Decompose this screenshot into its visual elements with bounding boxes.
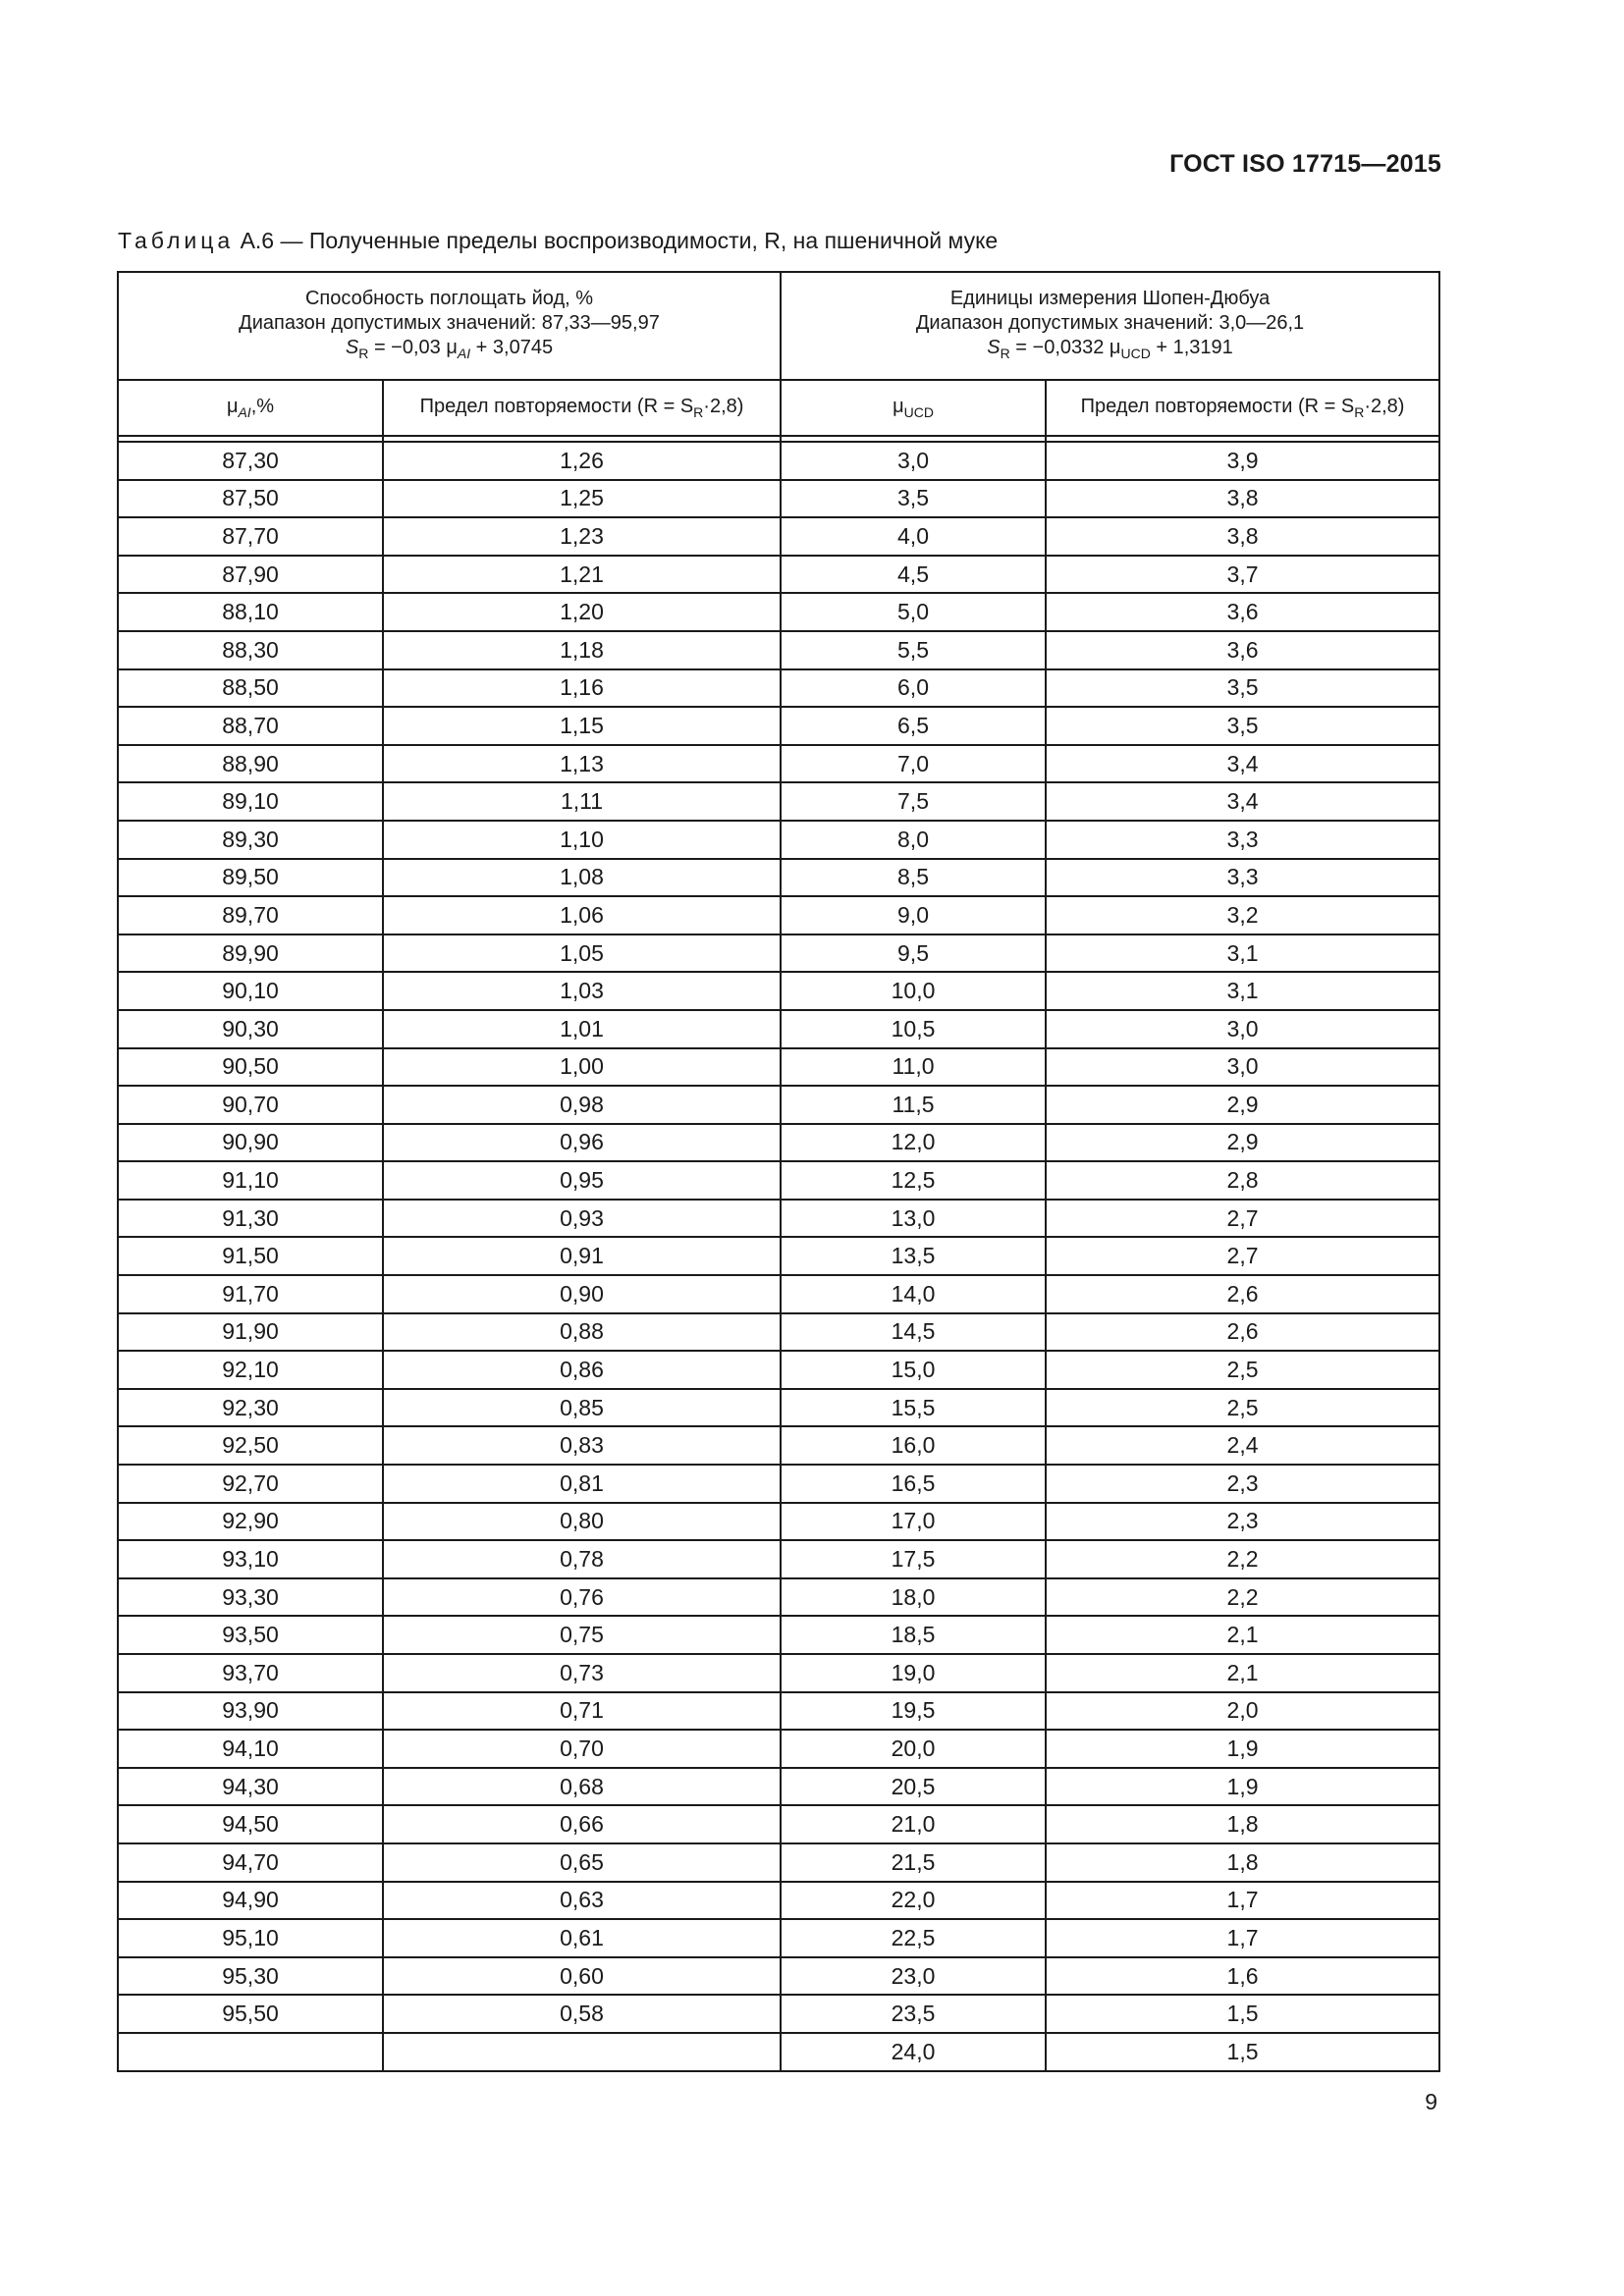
cell-repeatability-right: 2,2 — [1046, 1540, 1439, 1578]
cell-mu-ai: 89,50 — [118, 859, 383, 897]
cell-repeatability-right: 2,5 — [1046, 1389, 1439, 1427]
group-iodine-formula: $S_R = -0,03$ $\mu_{AI} + 3,0745$ — [345, 336, 554, 361]
table-row — [118, 1048, 1439, 1087]
cell-mu-ucd: 18,5 — [781, 1616, 1046, 1654]
table-row — [118, 934, 1439, 973]
cell-repeatability-left: 1,25 — [383, 480, 781, 518]
cell-mu-ai: 92,70 — [118, 1465, 383, 1503]
cell-repeatability-right: 3,0 — [1046, 1048, 1439, 1087]
table-row — [118, 1161, 1439, 1200]
cell-mu-ai: 91,30 — [118, 1200, 383, 1238]
table-row — [118, 1389, 1439, 1427]
cell-mu-ai: 89,10 — [118, 782, 383, 821]
cell-mu-ucd: 7,5 — [781, 782, 1046, 821]
cell-mu-ucd: 23,0 — [781, 1957, 1046, 1996]
cell-repeatability-right: 2,3 — [1046, 1465, 1439, 1503]
cell-mu-ucd: 5,0 — [781, 593, 1046, 631]
table-row — [118, 1692, 1439, 1731]
cell-repeatability-left: 0,70 — [383, 1730, 781, 1768]
cell-repeatability-right: 2,0 — [1046, 1692, 1439, 1731]
cell-repeatability-right: 3,5 — [1046, 669, 1439, 708]
cell-repeatability-right: 3,7 — [1046, 556, 1439, 594]
cell-repeatability-left: 1,20 — [383, 593, 781, 631]
cell-mu-ucd: 12,5 — [781, 1161, 1046, 1200]
cell-repeatability-right: 1,9 — [1046, 1768, 1439, 1806]
cell-repeatability-right: 2,1 — [1046, 1616, 1439, 1654]
cell-repeatability-left: 0,66 — [383, 1805, 781, 1843]
group-ucd-range: Диапазон допустимых значений: 3,0—26,1 — [915, 311, 1305, 334]
cell-repeatability-right: 3,3 — [1046, 859, 1439, 897]
cell-mu-ucd: 17,0 — [781, 1503, 1046, 1541]
cell-mu-ai: 90,30 — [118, 1010, 383, 1048]
cell-mu-ai: 94,10 — [118, 1730, 383, 1768]
cell-repeatability-right: 3,4 — [1046, 745, 1439, 783]
table-row — [118, 972, 1439, 1010]
table-row — [118, 556, 1439, 594]
group-iodine-title: Способность поглощать йод, % — [304, 287, 594, 309]
table-row — [118, 1768, 1439, 1806]
cell-repeatability-right: 3,4 — [1046, 782, 1439, 821]
cell-repeatability-left: 1,21 — [383, 556, 781, 594]
cell-mu-ucd: 6,0 — [781, 669, 1046, 708]
cell-repeatability-right: 2,1 — [1046, 1654, 1439, 1692]
table-row — [118, 669, 1439, 708]
cell-mu-ai: 91,10 — [118, 1161, 383, 1200]
cell-mu-ai: 90,50 — [118, 1048, 383, 1087]
table-body — [118, 442, 1439, 2071]
cell-repeatability-right: 1,8 — [1046, 1843, 1439, 1882]
table-caption-text: А.6 — Полученные пределы воспроизводимости, R, на пшеничной муке — [234, 228, 999, 253]
cell-repeatability-left: 0,76 — [383, 1578, 781, 1617]
cell-mu-ucd: 16,0 — [781, 1426, 1046, 1465]
cell-mu-ai: 88,50 — [118, 669, 383, 708]
cell-mu-ucd: 19,0 — [781, 1654, 1046, 1692]
cell-repeatability-left: 0,98 — [383, 1086, 781, 1124]
cell-repeatability-left: 0,90 — [383, 1275, 781, 1313]
cell-repeatability-left: 0,93 — [383, 1200, 781, 1238]
cell-mu-ai: 91,70 — [118, 1275, 383, 1313]
cell-mu-ai: 94,70 — [118, 1843, 383, 1882]
cell-repeatability-left: 1,00 — [383, 1048, 781, 1087]
cell-repeatability-right: 2,8 — [1046, 1161, 1439, 1200]
cell-repeatability-right: 3,5 — [1046, 707, 1439, 745]
cell-mu-ucd: 10,5 — [781, 1010, 1046, 1048]
table-row — [118, 593, 1439, 631]
cell-mu-ai: 90,10 — [118, 972, 383, 1010]
table-row — [118, 1616, 1439, 1654]
table-row — [118, 1465, 1439, 1503]
table-row — [118, 1503, 1439, 1541]
cell-mu-ucd: 24,0 — [781, 2033, 1046, 2071]
group-ucd-formula: $S_R = -0,0332$ $\mu_{UCD} + 1,3191$ — [987, 336, 1233, 361]
cell-mu-ucd: 11,0 — [781, 1048, 1046, 1087]
cell-mu-ucd: 22,0 — [781, 1882, 1046, 1920]
cell-mu-ucd: 16,5 — [781, 1465, 1046, 1503]
cell-mu-ucd: 20,0 — [781, 1730, 1046, 1768]
table-row — [118, 821, 1439, 859]
cell-mu-ucd: 14,5 — [781, 1313, 1046, 1352]
cell-repeatability-right: 2,2 — [1046, 1578, 1439, 1617]
cell-repeatability-right: 3,1 — [1046, 972, 1439, 1010]
cell-repeatability-left: 1,15 — [383, 707, 781, 745]
cell-repeatability-left: 1,01 — [383, 1010, 781, 1048]
table-row — [118, 1540, 1439, 1578]
table-row — [118, 442, 1439, 480]
cell-repeatability-right: 2,9 — [1046, 1086, 1439, 1124]
table-row — [118, 1086, 1439, 1124]
cell-repeatability-left: 1,26 — [383, 442, 781, 480]
cell-mu-ai: 87,30 — [118, 442, 383, 480]
cell-repeatability-left: 0,68 — [383, 1768, 781, 1806]
cell-repeatability-right: 1,7 — [1046, 1919, 1439, 1957]
cell-mu-ai: 92,50 — [118, 1426, 383, 1465]
document-code: ГОСТ ISO 17715—2015 — [1169, 150, 1441, 178]
cell-mu-ucd: 13,5 — [781, 1237, 1046, 1275]
cell-mu-ucd: 8,0 — [781, 821, 1046, 859]
cell-mu-ucd: 17,5 — [781, 1540, 1046, 1578]
cell-repeatability-left: 0,78 — [383, 1540, 781, 1578]
table-row — [118, 1919, 1439, 1957]
reproducibility-table — [117, 271, 1440, 2072]
cell-repeatability-right: 1,8 — [1046, 1805, 1439, 1843]
cell-mu-ucd: 22,5 — [781, 1919, 1046, 1957]
cell-mu-ai: 94,30 — [118, 1768, 383, 1806]
cell-mu-ai: 89,30 — [118, 821, 383, 859]
cell-mu-ucd: 18,0 — [781, 1578, 1046, 1617]
table-row — [118, 1275, 1439, 1313]
cell-repeatability-left: 1,03 — [383, 972, 781, 1010]
table-row — [118, 480, 1439, 518]
cell-mu-ai: 88,70 — [118, 707, 383, 745]
cell-mu-ai: 90,70 — [118, 1086, 383, 1124]
cell-mu-ucd: 23,5 — [781, 1995, 1046, 2033]
cell-repeatability-right: 2,7 — [1046, 1200, 1439, 1238]
table-row — [118, 1805, 1439, 1843]
table-row — [118, 896, 1439, 934]
table-row — [118, 1010, 1439, 1048]
cell-repeatability-right: 2,3 — [1046, 1503, 1439, 1541]
cell-repeatability-left: 0,71 — [383, 1692, 781, 1731]
cell-repeatability-right: 3,9 — [1046, 442, 1439, 480]
table-row — [118, 631, 1439, 669]
cell-mu-ai: 87,50 — [118, 480, 383, 518]
cell-mu-ai: 95,50 — [118, 1995, 383, 2033]
cell-repeatability-left: 0,80 — [383, 1503, 781, 1541]
cell-mu-ai: 89,70 — [118, 896, 383, 934]
cell-repeatability-left: 1,11 — [383, 782, 781, 821]
cell-repeatability-right: 3,3 — [1046, 821, 1439, 859]
cell-repeatability-right: 1,7 — [1046, 1882, 1439, 1920]
table-row — [118, 1995, 1439, 2033]
cell-repeatability-right: 3,6 — [1046, 631, 1439, 669]
cell-repeatability-left: 0,81 — [383, 1465, 781, 1503]
group-header-iodine — [118, 272, 781, 380]
cell-mu-ai: 91,50 — [118, 1237, 383, 1275]
cell-mu-ai: 93,10 — [118, 1540, 383, 1578]
table-row — [118, 1730, 1439, 1768]
table-row — [118, 1654, 1439, 1692]
table-row — [118, 1237, 1439, 1275]
cell-mu-ucd: 11,5 — [781, 1086, 1046, 1124]
cell-repeatability-right: 2,5 — [1046, 1351, 1439, 1389]
cell-repeatability-left — [383, 2033, 781, 2071]
cell-repeatability-right: 2,6 — [1046, 1313, 1439, 1352]
cell-repeatability-right: 3,8 — [1046, 480, 1439, 518]
cell-mu-ucd: 3,5 — [781, 480, 1046, 518]
cell-mu-ai: 95,10 — [118, 1919, 383, 1957]
cell-repeatability-left: 1,16 — [383, 669, 781, 708]
cell-mu-ai: 93,70 — [118, 1654, 383, 1692]
cell-repeatability-right: 3,0 — [1046, 1010, 1439, 1048]
cell-repeatability-left: 0,75 — [383, 1616, 781, 1654]
table-row — [118, 1426, 1439, 1465]
table-row — [118, 707, 1439, 745]
cell-mu-ucd: 13,0 — [781, 1200, 1046, 1238]
cell-mu-ucd: 21,0 — [781, 1805, 1046, 1843]
cell-mu-ucd: 14,0 — [781, 1275, 1046, 1313]
cell-repeatability-right: 1,6 — [1046, 1957, 1439, 1996]
cell-mu-ucd: 20,5 — [781, 1768, 1046, 1806]
cell-repeatability-left: 0,83 — [383, 1426, 781, 1465]
cell-repeatability-right: 3,1 — [1046, 934, 1439, 973]
cell-repeatability-left: 0,65 — [383, 1843, 781, 1882]
col-header-mu-ai: $\mu_{AI},\%$ — [118, 380, 383, 436]
cell-mu-ai: 87,70 — [118, 517, 383, 556]
cell-repeatability-left: 1,23 — [383, 517, 781, 556]
cell-repeatability-right: 3,2 — [1046, 896, 1439, 934]
cell-mu-ucd: 7,0 — [781, 745, 1046, 783]
group-ucd-title: Единицы измерения Шопен-Дюбуа — [949, 287, 1271, 309]
table-row — [118, 1124, 1439, 1162]
cell-repeatability-left: 0,60 — [383, 1957, 781, 1996]
cell-mu-ai: 94,50 — [118, 1805, 383, 1843]
table-row — [118, 1200, 1439, 1238]
cell-mu-ai: 93,50 — [118, 1616, 383, 1654]
cell-mu-ai: 95,30 — [118, 1957, 383, 1996]
table-row — [118, 1351, 1439, 1389]
table-caption-label: Таблица — [118, 228, 235, 253]
cell-repeatability-left: 1,10 — [383, 821, 781, 859]
col-header-repeatability-left: Предел повторяемости $(R = S_R\cdot 2,8)$ — [383, 380, 781, 436]
cell-mu-ai — [118, 2033, 383, 2071]
cell-repeatability-right: 2,9 — [1046, 1124, 1439, 1162]
cell-mu-ucd: 3,0 — [781, 442, 1046, 480]
table-row — [118, 1882, 1439, 1920]
col-header-mu-ucd: $\mu_{UCD}$ — [781, 380, 1046, 436]
cell-repeatability-left: 1,18 — [383, 631, 781, 669]
cell-repeatability-right: 2,6 — [1046, 1275, 1439, 1313]
cell-mu-ucd: 9,5 — [781, 934, 1046, 973]
cell-repeatability-left: 0,58 — [383, 1995, 781, 2033]
table-caption — [118, 228, 998, 254]
table-row — [118, 1957, 1439, 1996]
cell-mu-ai: 92,30 — [118, 1389, 383, 1427]
group-iodine-range: Диапазон допустимых значений: 87,33—95,97 — [239, 311, 660, 334]
cell-repeatability-right: 2,7 — [1046, 1237, 1439, 1275]
cell-repeatability-right: 2,4 — [1046, 1426, 1439, 1465]
col-header-repeatability-right: Предел повторяемости $(R = S_R\cdot 2,8)$ — [1046, 380, 1439, 436]
cell-repeatability-right: 3,8 — [1046, 517, 1439, 556]
cell-repeatability-left: 1,13 — [383, 745, 781, 783]
cell-mu-ucd: 8,5 — [781, 859, 1046, 897]
cell-mu-ai: 88,90 — [118, 745, 383, 783]
cell-repeatability-left: 0,95 — [383, 1161, 781, 1200]
group-header-chopin-dubois — [781, 272, 1439, 380]
table-row — [118, 2033, 1439, 2071]
cell-mu-ucd: 15,5 — [781, 1389, 1046, 1427]
cell-repeatability-right: 1,5 — [1046, 2033, 1439, 2071]
table-row — [118, 745, 1439, 783]
cell-mu-ai: 87,90 — [118, 556, 383, 594]
cell-mu-ai: 88,10 — [118, 593, 383, 631]
table-row — [118, 782, 1439, 821]
cell-repeatability-left: 0,63 — [383, 1882, 781, 1920]
cell-mu-ai: 88,30 — [118, 631, 383, 669]
cell-repeatability-left: 0,96 — [383, 1124, 781, 1162]
page-number: 9 — [1425, 2089, 1437, 2114]
cell-mu-ucd: 19,5 — [781, 1692, 1046, 1731]
cell-mu-ucd: 21,5 — [781, 1843, 1046, 1882]
cell-mu-ucd: 9,0 — [781, 896, 1046, 934]
table-row — [118, 1843, 1439, 1882]
cell-mu-ai: 89,90 — [118, 934, 383, 973]
cell-mu-ucd: 4,5 — [781, 556, 1046, 594]
cell-repeatability-left: 0,61 — [383, 1919, 781, 1957]
cell-mu-ucd: 15,0 — [781, 1351, 1046, 1389]
cell-repeatability-left: 1,05 — [383, 934, 781, 973]
cell-repeatability-left: 0,85 — [383, 1389, 781, 1427]
table-row — [118, 1578, 1439, 1617]
table-row — [118, 1313, 1439, 1352]
cell-repeatability-left: 0,88 — [383, 1313, 781, 1352]
cell-mu-ucd: 5,5 — [781, 631, 1046, 669]
cell-mu-ucd: 4,0 — [781, 517, 1046, 556]
cell-mu-ai: 91,90 — [118, 1313, 383, 1352]
cell-mu-ucd: 12,0 — [781, 1124, 1046, 1162]
cell-repeatability-right: 1,9 — [1046, 1730, 1439, 1768]
cell-mu-ai: 94,90 — [118, 1882, 383, 1920]
cell-repeatability-left: 0,73 — [383, 1654, 781, 1692]
cell-mu-ucd: 6,5 — [781, 707, 1046, 745]
table-row — [118, 859, 1439, 897]
cell-mu-ai: 92,90 — [118, 1503, 383, 1541]
cell-repeatability-left: 1,08 — [383, 859, 781, 897]
cell-repeatability-right: 3,6 — [1046, 593, 1439, 631]
cell-mu-ai: 90,90 — [118, 1124, 383, 1162]
cell-repeatability-left: 1,06 — [383, 896, 781, 934]
cell-repeatability-right: 1,5 — [1046, 1995, 1439, 2033]
cell-mu-ucd: 10,0 — [781, 972, 1046, 1010]
cell-repeatability-left: 0,86 — [383, 1351, 781, 1389]
cell-repeatability-left: 0,91 — [383, 1237, 781, 1275]
cell-mu-ai: 93,90 — [118, 1692, 383, 1731]
table-row — [118, 517, 1439, 556]
cell-mu-ai: 92,10 — [118, 1351, 383, 1389]
cell-mu-ai: 93,30 — [118, 1578, 383, 1617]
